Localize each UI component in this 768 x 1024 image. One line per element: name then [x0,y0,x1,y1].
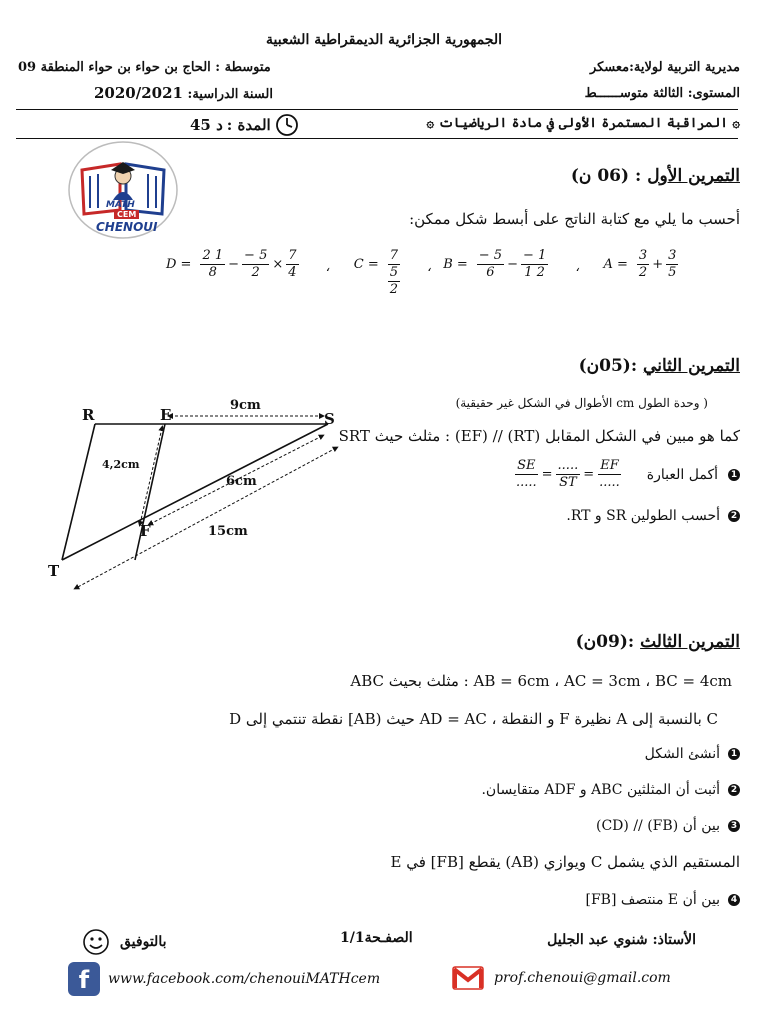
exercise3-q2 [481,782,740,798]
expr-separator: ، [325,260,330,275]
school-name: متوسطة : الحاج بن حواء بن حواء المنطقة 09 [18,60,271,75]
expr-D-f3-num: 7 [288,248,297,263]
ratio-f1-den: ..... [515,475,537,490]
segment-ST [62,424,328,560]
exercise3-title [576,632,740,652]
point-S-label: S [324,410,335,428]
exercise3-q1 [645,746,740,762]
expr-D-frac2 [242,248,269,281]
expr-D-f1-num: 2 1 [202,248,224,263]
exercise3-q4 [585,892,740,908]
exam-title [426,116,740,131]
ornament-icon: ۞ [426,116,435,131]
bullet-3-icon: 3 [728,820,740,832]
expr-B-f2-num: − 1 [522,248,547,263]
exercise3-q1-text: أنشئ الشكل [644,746,720,762]
expr-D-lhs: D = [166,257,192,272]
expr-D-f3-den: 4 [288,265,297,280]
exercise2-unit-note: ( وحدة الطول cm الأطوال في الشكل غير حقيقية) [455,396,708,410]
expr-A-lhs: A = [603,257,628,272]
exercise3-line2: D نقطة تنتمي إلى [AB) حيث AD = AC ، و النقطة F نظيرة A بالنسبة إلى C [229,710,718,728]
expr-B-op: − [507,257,518,272]
exercise2-q1-text: أكمل العبارة [646,466,718,483]
exercise1-expressions [166,246,726,316]
exercise2-title-text: التمرين الثاني [643,356,740,376]
exercise2-points: :(05ن) [578,356,638,376]
exercise1-title [571,166,740,186]
ratio-f2-num: ..... [557,458,579,473]
ratio-f3-num: EF [600,458,619,473]
point-F-label: F [140,522,151,540]
expr-A-f2-den: 5 [668,265,677,280]
exercise1-points: : (06 ن) [570,166,642,186]
point-R-label: R [82,406,95,424]
expr-C-den-den: 2 [389,282,398,297]
exercise3-q3-text: بين أن (FB) // (CD) [596,818,720,834]
bullet-2-icon: 2 [728,510,740,522]
expr-A-f1-num: 3 [638,248,648,263]
expr-D-frac1 [200,248,225,281]
expr-B-f1-den: 6 [486,265,495,280]
bullet-2-icon: 2 [728,784,740,796]
point-E-label: E [160,406,172,424]
good-luck-text: بالتوفيق [120,934,167,950]
logo-text-name: CHENOUI [96,220,158,234]
header-divider-bottom [16,138,738,139]
exercise1-instruction: أحسب ما يلي مع كتابة الناتج على أبسط شكل ممكن: [409,210,740,228]
expr-B-frac2 [521,248,548,281]
exercise1-title-text: التمرين الأول [647,166,740,186]
expr-B-f1-num: − 5 [478,248,503,263]
expr-A-f2-num: 3 [668,248,677,263]
exercise2-q1 [511,458,740,491]
exercise2-title [579,356,740,376]
exercise3-q2-text: أثبت أن المثلثين ABC و ADF متقايسان. [481,782,720,798]
ratio-f2-den: ST [559,475,577,490]
exam-title-text: المراقبة المستمرة الأولى في مادة الرياضيات [438,116,728,131]
facebook-contact[interactable] [68,962,380,996]
facebook-url[interactable]: www.facebook.com/chenouiMATHcem [108,971,381,987]
bullet-1-icon: 1 [728,748,740,760]
expr-C-num: 7 [389,248,398,263]
email-address[interactable]: prof.chenoui@gmail.com [494,970,671,986]
exercise2-q2 [566,508,740,524]
school-year [94,84,273,102]
header-divider-top [16,109,738,110]
triangle-diagram [40,396,350,606]
duration [190,113,299,137]
expr-A-op: + [652,257,664,272]
expr-B-f2-den: 1 2 [524,265,545,280]
ratio-f1-num: SE [517,458,536,473]
exercise3-q3 [596,818,740,834]
duration-label: المدة : [226,116,271,134]
bullet-4-icon: 4 [728,894,740,906]
expr-A-frac2 [666,248,678,281]
school-year-label: السنة الدراسية: [187,87,273,102]
length-SF-label: 6cm [226,474,257,489]
republic-title: الجمهورية الجزائرية الديمقراطية الشعبية [265,32,502,48]
ornament-icon: ۞ [732,116,740,131]
length-ST-label: 15cm [208,524,248,539]
expr-C-frac [388,248,400,298]
clock-icon [275,113,299,137]
email-contact[interactable] [452,966,671,990]
expr-D-f2-num: − 5 [244,248,268,263]
triangle-svg [40,396,350,606]
exercise3-line3: المستقيم الذي يشمل C ويوازي (AB) يقطع [FB] في E [390,853,740,871]
expr-D [166,248,302,281]
exercise2-q1-ratio: $\frac{SE}{.....}$ = $\frac{.....}{ST}$ = $\frac{EF}{.....}$ [515,458,620,490]
expr-A [603,248,681,281]
expr-A-frac1 [637,248,649,281]
gmail-icon [452,966,484,990]
good-luck [82,928,166,956]
bullet-1-icon: 1 [728,469,740,481]
expr-D-f1-den: 8 [208,265,217,280]
smiley-icon [82,928,110,956]
logo-text-math: MATH [106,200,135,210]
teacher-name: الأستاذ: شنوي عبد الجليل [547,932,696,948]
exercise3-line1: ABC مثلث بحيث : AB = 6cm ، AC = 3cm ، BC = 4cm [350,672,732,690]
expr-D-op2: × [272,257,284,272]
length-ES-label: 9cm [230,398,261,413]
expr-B [443,248,551,281]
directorate: مديرية التربية لولاية:معسكر [589,60,740,75]
facebook-icon: f [68,962,100,996]
expr-separator: ، [427,260,432,275]
level: المستوى: الثالثة متوســــــط [584,86,740,101]
ratio-f3-den: ..... [599,475,620,490]
logo-text-cem: CEM [114,210,139,219]
expr-C-den-num: 5 [389,265,398,280]
duration-value: 45 د [190,116,223,134]
expr-B-lhs: B = [443,257,468,272]
expr-A-f1-den: 2 [638,265,648,280]
dim-EF-arrow [140,428,162,524]
length-EF-label: 4,2cm [102,458,140,471]
school-year-value: 2020/2021 [94,84,183,102]
exercise3-title-text: التمرين الثالث [640,632,740,652]
expr-D-f2-den: 2 [251,265,260,280]
expr-C-den-frac [388,265,400,298]
exercise3-points: :(09ن) [575,632,635,652]
exercise2-statement: SRT مثلث حيث : (EF) // (RT) كما هو مبين في الشكل المقابل [338,427,740,445]
page-number: الصفـحة1/1 [340,930,413,946]
point-T-label: T [48,562,60,580]
segment-RT [62,424,95,560]
expr-C [354,248,403,298]
expr-D-frac3 [286,248,298,281]
school-logo [68,140,178,240]
expr-D-op1: − [228,257,240,272]
expr-B-frac1 [477,248,504,281]
exercise2-q2-text: أحسب الطولين SR و RT. [566,508,720,524]
expr-separator: ، [575,260,580,275]
expr-C-lhs: C = [353,257,379,272]
exercise3-q4-text: بين أن E منتصف [FB] [585,892,720,908]
